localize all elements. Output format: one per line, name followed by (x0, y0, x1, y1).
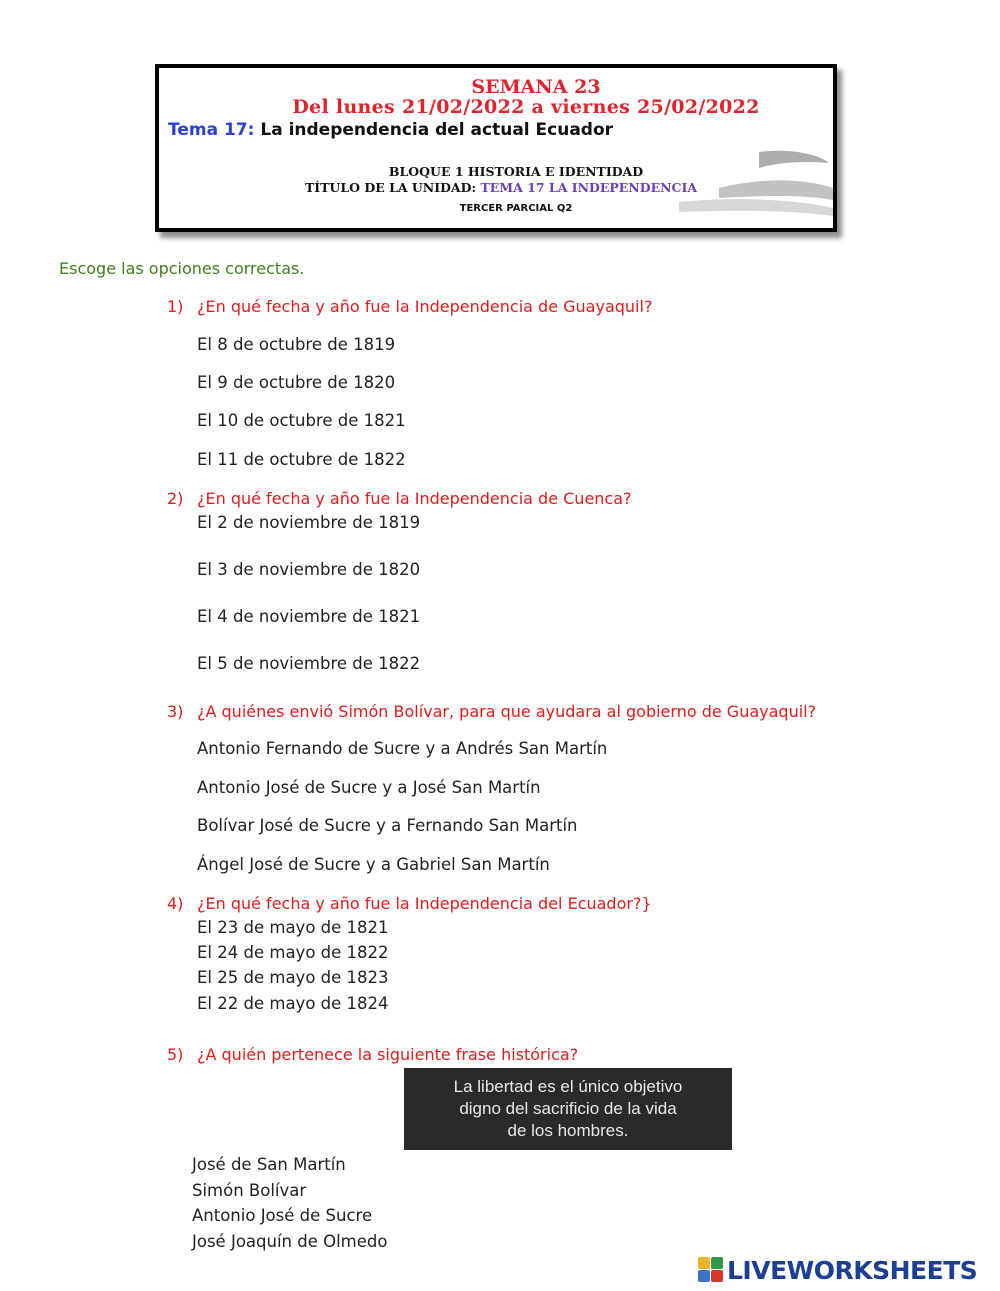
week-title: SEMANA 23 (471, 76, 601, 98)
quote-line: La libertad es el único objetivo (453, 1077, 683, 1096)
question-number: 4) (167, 894, 184, 913)
option-1a[interactable]: El 8 de octubre de 1819 (197, 335, 396, 354)
topic-title (168, 120, 613, 140)
option-2b[interactable]: El 3 de noviembre de 1820 (197, 560, 421, 579)
block-title: BLOQUE 1 HISTORIA E IDENTIDAD (388, 164, 644, 179)
option-3a[interactable]: Antonio Fernando de Sucre y a Andrés San Martín (197, 739, 608, 758)
question-number: 2) (167, 489, 184, 508)
instruction-text: Escoge las opciones correctas. (59, 259, 305, 278)
option-2d[interactable]: El 5 de noviembre de 1822 (197, 654, 421, 673)
historic-quote-image (404, 1068, 732, 1150)
question-number: 3) (167, 702, 184, 721)
unit-title (159, 180, 833, 195)
option-1c[interactable]: El 10 de octubre de 1821 (197, 411, 406, 430)
question-text: ¿A quién pertenece la siguiente frase histórica? (197, 1045, 579, 1064)
topic-text: La independencia del actual Ecuador (260, 120, 614, 140)
unit-value: TEMA 17 LA INDEPENDENCIA (480, 180, 698, 195)
option-4b[interactable]: El 24 de mayo de 1822 (197, 943, 389, 962)
quote-line: de los hombres. (507, 1121, 629, 1140)
week-dates: Del lunes 21/02/2022 a viernes 25/02/2022 (292, 96, 760, 118)
unit-label: TÍTULO DE LA UNIDAD: (304, 180, 477, 195)
option-4a[interactable]: El 23 de mayo de 1821 (197, 918, 389, 937)
option-5d[interactable]: José Joaquín de Olmedo (192, 1232, 388, 1251)
topic-label: Tema 17: (168, 120, 255, 140)
question-text: ¿A quiénes envió Simón Bolívar, para que ayudara al gobierno de Guayaquil? (197, 702, 817, 721)
question-1 (167, 297, 652, 316)
question-text: ¿En qué fecha y año fue la Independencia de Cuenca? (197, 489, 632, 508)
option-4c[interactable]: El 25 de mayo de 1823 (197, 968, 389, 987)
question-text: ¿En qué fecha y año fue la Independencia del Ecuador?} (197, 894, 652, 913)
option-3d[interactable]: Ángel José de Sucre y a Gabriel San Martín (197, 855, 550, 874)
question-2 (167, 489, 632, 508)
option-3c[interactable]: Bolívar José de Sucre y a Fernando San Martín (197, 816, 578, 835)
question-number: 1) (167, 297, 184, 316)
term-label: TERCER PARCIAL Q2 (459, 203, 573, 214)
header-banner (155, 64, 837, 232)
brand-name: LIVEWORKSHEETS (727, 1255, 978, 1285)
quote-line: digno del sacrificio de la vida (459, 1099, 677, 1118)
question-number: 5) (167, 1045, 184, 1064)
option-5a[interactable]: José de San Martín (192, 1155, 346, 1174)
liveworksheets-logo-icon (698, 1257, 724, 1283)
option-2c[interactable]: El 4 de noviembre de 1821 (197, 607, 421, 626)
option-5b[interactable]: Simón Bolívar (192, 1181, 307, 1200)
question-3 (167, 702, 816, 721)
option-5c[interactable]: Antonio José de Sucre (192, 1206, 373, 1225)
option-4d[interactable]: El 22 de mayo de 1824 (197, 994, 389, 1013)
question-5 (167, 1045, 578, 1064)
option-3b[interactable]: Antonio José de Sucre y a José San Martín (197, 778, 541, 797)
question-text: ¿En qué fecha y año fue la Independencia de Guayaquil? (197, 297, 653, 316)
question-4 (167, 894, 652, 913)
option-1b[interactable]: El 9 de octubre de 1820 (197, 373, 396, 392)
liveworksheets-brand (698, 1255, 977, 1285)
option-1d[interactable]: El 11 de octubre de 1822 (197, 450, 406, 469)
option-2a[interactable]: El 2 de noviembre de 1819 (197, 513, 421, 532)
